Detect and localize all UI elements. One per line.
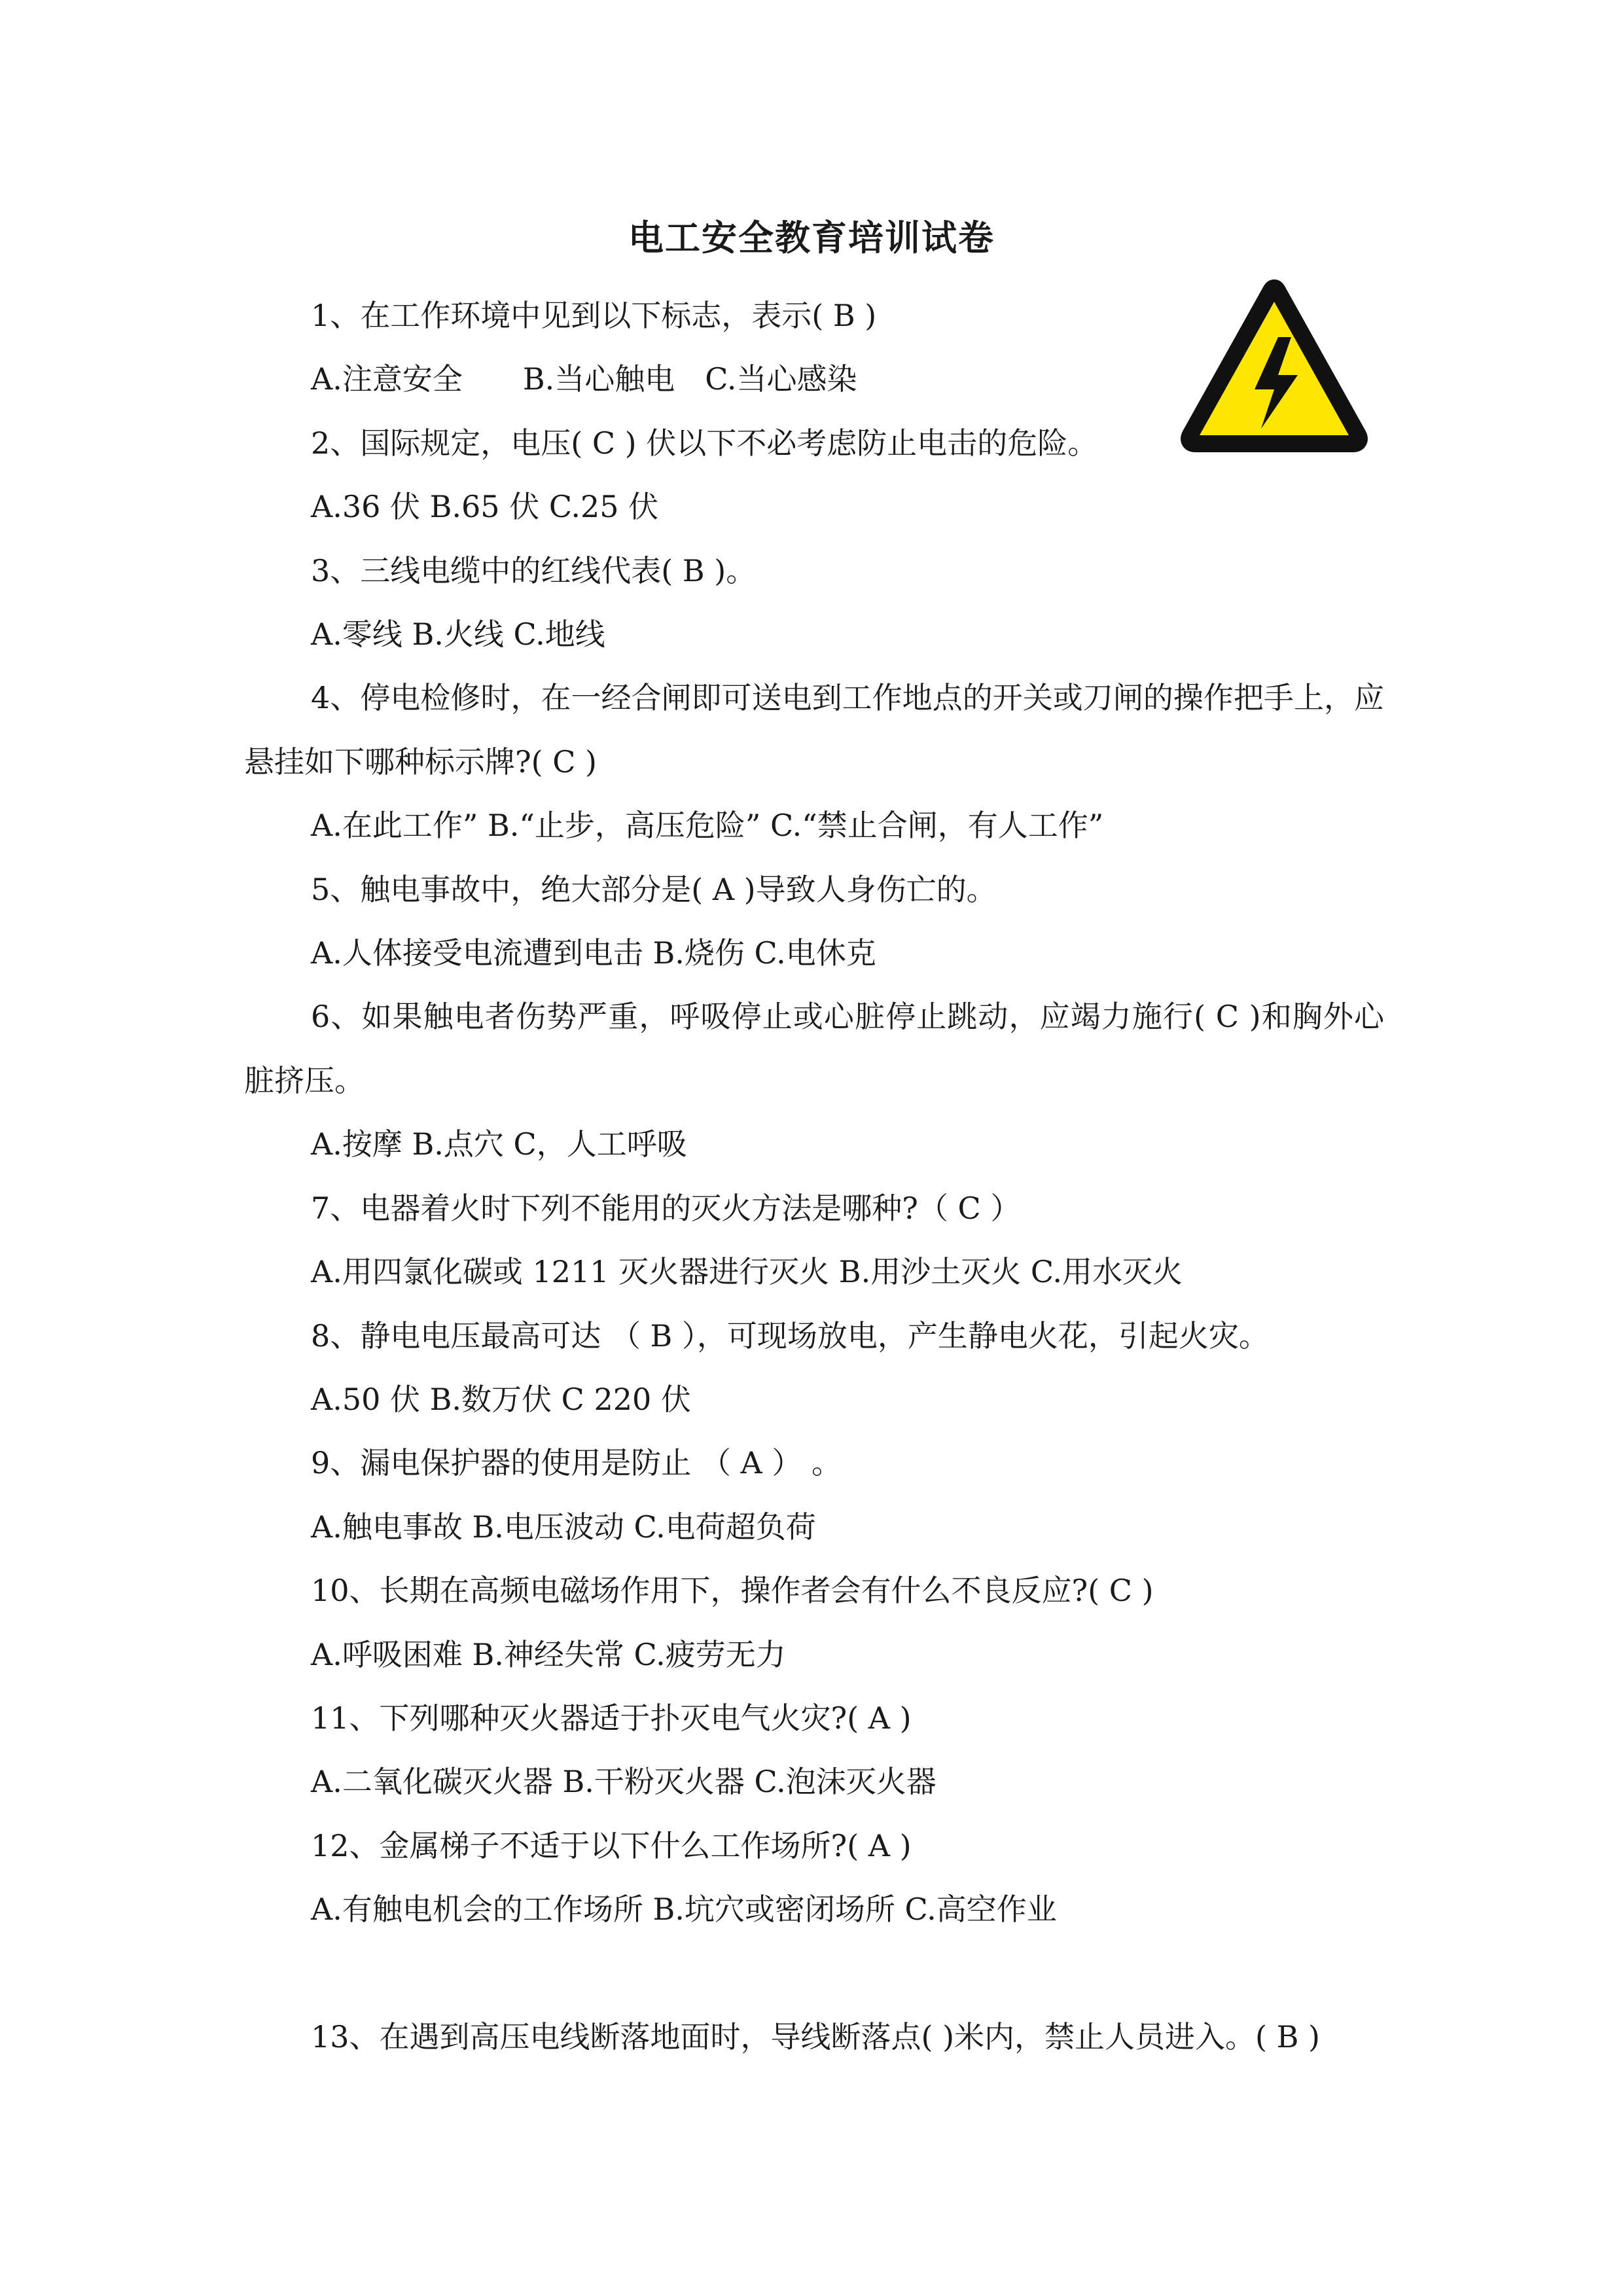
question-7: 7、电器着火时下列不能用的灭火方法是哪种?（ C ）: [311, 1190, 1021, 1226]
question-8: 8、静电电压最高可达 （ B ），可现场放电，产生静电火花，引起火灾。: [311, 1318, 1269, 1354]
question-4-options: A.在此工作” B.“止步，高压危险” C.“禁止合闸，有人工作”: [311, 808, 1104, 844]
question-2-options: A.36 伏 B.65 伏 C.25 伏: [311, 489, 659, 525]
question-9-options: A.触电事故 B.电压波动 C.电荷超负荷: [311, 1509, 816, 1545]
question-5-options: A.人体接受电流遭到电击 B.烧伤 C.电休克: [311, 935, 876, 971]
high-voltage-warning-icon: [1176, 272, 1372, 461]
question-3: 3、三线电缆中的红线代表( B )。: [311, 552, 757, 588]
question-11: 11、下列哪种灭火器适于扑灭电气火灾?( A ): [311, 1700, 912, 1736]
question-5: 5、触电事故中，绝大部分是( A )导致人身伤亡的。: [311, 871, 997, 907]
question-6-options: A.按摩 B.点穴 C，人工呼吸: [311, 1126, 687, 1162]
question-10-options: A.呼吸困难 B.神经失常 C.疲劳无力: [311, 1636, 786, 1672]
question-12-options: A.有触电机会的工作场所 B.坑穴或密闭场所 C.高空作业: [311, 1892, 1057, 1928]
question-9: 9、漏电保护器的使用是防止 （ A ） 。: [311, 1445, 842, 1481]
question-8-options: A.50 伏 B.数万伏 C 220 伏: [311, 1381, 691, 1417]
question-4: 4、停电检修时，在一经合闸即可送电到工作地点的开关或刀闸的操作把手上，应悬挂如下哪种标示牌?( C ): [244, 680, 1384, 780]
question-13: 13、在遇到高压电线断落地面时，导线断落点( )米内，禁止人员进入。( B ): [311, 2018, 1320, 2054]
page-title: 电工安全教育培训试卷: [628, 217, 995, 259]
question-6: 6、如果触电者伤势严重，呼吸停止或心脏停止跳动，应竭力施行( C )和胸外心脏挤压。: [244, 999, 1384, 1098]
question-1-options: A.注意安全 B.当心触电 C.当心感染: [311, 361, 857, 397]
question-10: 10、长期在高频电磁场作用下，操作者会有什么不良反应?( C ): [311, 1573, 1154, 1609]
question-2: 2、国际规定，电压( C ) 伏以下不必考虑防止电击的危险。: [311, 425, 1098, 461]
question-3-options: A.零线 B.火线 C.地线: [311, 617, 605, 653]
document-body: [244, 284, 1384, 2069]
question-7-options: A.用四氯化碳或 1211 灭火器进行灭火 B.用沙土灭火 C.用水灭火: [311, 1254, 1183, 1290]
blank-line: [244, 1942, 1384, 2005]
question-1: 1、在工作环境中见到以下标志，表示( B ): [311, 298, 877, 333]
question-12: 12、金属梯子不适于以下什么工作场所?( A ): [311, 1827, 912, 1863]
question-11-options: A.二氧化碳灭火器 B.干粉灭火器 C.泡沫灭火器: [311, 1764, 936, 1800]
